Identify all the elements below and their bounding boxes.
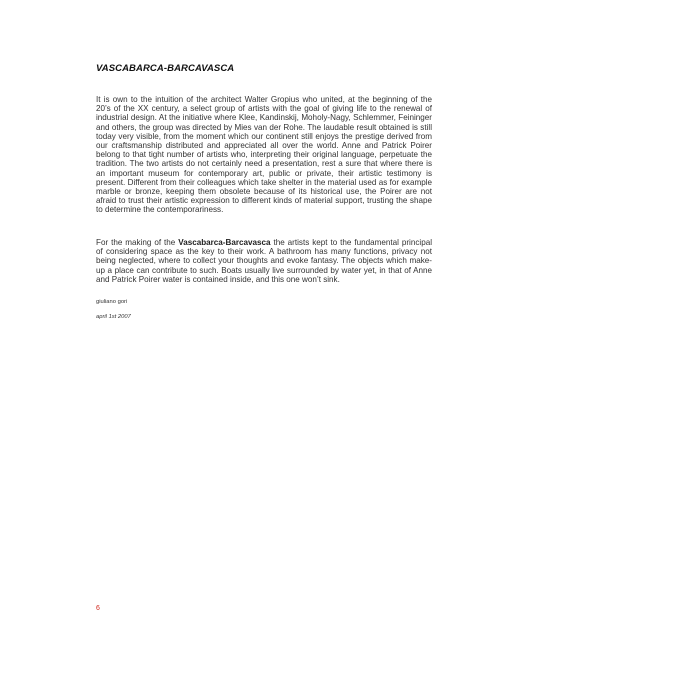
date-line: april 1st 2007 xyxy=(96,314,131,320)
paragraph-2-lead: For the making of the xyxy=(96,238,179,247)
page-title: VASCABARCA-BARCAVASCA xyxy=(96,63,235,74)
body-paragraph-1: It is own to the intuition of the architect Walter Gropius who united, at the beginning of the 20’s of the XX century, a select group of artists with the goal of giving life to the renewal of industrial design. At the initiative where Klee, Kandinskij, Moholy-Nagy, Schlemmer, Feininger and others, the group was directed by Mies van der Rohe. The laudable result obtained is still today very visible, from the moment which our continent still enjoys the prestige derived from our craftsmanship distributed and appreciated all over the world. Anne and Patrick Poirer belong to that tight number of artists who, interpreting their original language, perpetuate the tradition. The two artists do not certainly need a presentation, rest a sure that where there is an important museum for contemporary art, public or private, their artistic testimony is present. Different from their colleagues which take shelter in the material used as for example marble or bronze, keeping them obsolete because of its historical use, the Poirer are not afraid to trust their artistic expression to different kinds of material support, trusting the shape to determine the contemporariness. xyxy=(96,95,432,215)
body-paragraph-2 xyxy=(96,238,432,284)
paragraph-2-rest: the artists kept to the fundamental principal of considering space as the key to their work. A bathroom has many functions, privacy not being neglected, where to collect your thoughts and evoke fantasy. The objects which make-up a place can contribute to such. Boats usually live surrounded by water yet, in that of Anne and Patrick Poirer water is contained inside, and this one won’t sink. xyxy=(96,238,432,284)
artwork-name: Vascabarca-Barcavasca xyxy=(178,238,271,247)
author-signature: giuliano gori xyxy=(96,299,128,305)
page-number: 6 xyxy=(96,605,100,612)
